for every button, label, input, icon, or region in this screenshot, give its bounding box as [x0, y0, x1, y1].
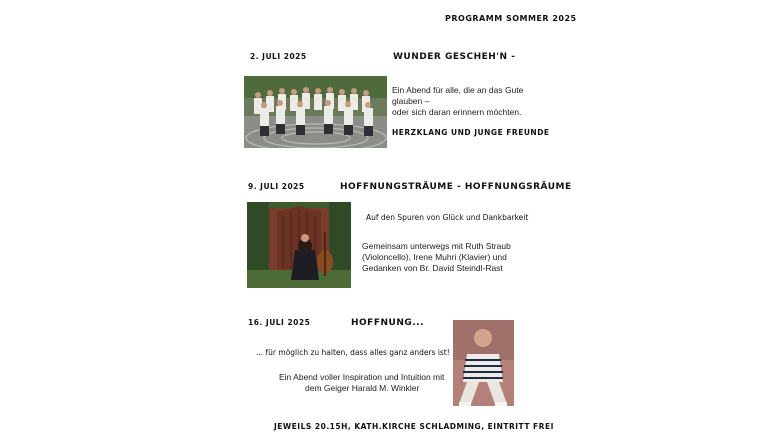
program-title: PROGRAMM SOMMER 2025: [445, 14, 577, 23]
event-1-performers: HERZKLANG UND JUNGE FREUNDE: [392, 128, 550, 137]
event-2-date: 9. JULI 2025: [248, 182, 305, 191]
event-1-description-line-3: oder sich daran erinnern möchten.: [392, 107, 522, 117]
event-3-subtitle: ... für möglich zu halten, dass alles ganz anders ist!: [256, 348, 450, 357]
footer-info: JEWEILS 20.15H, KATH.KIRCHE SCHLADMING, EINTRITT FREI: [274, 422, 554, 431]
event-1-description-line-2: glauben –: [392, 96, 430, 106]
event-1-description-line-1: Ein Abend für alle, die an das Gute: [392, 85, 524, 95]
event-1-date: 2. JULI 2025: [250, 52, 307, 61]
cellist-photo: [247, 202, 351, 288]
event-2-subtitle: Auf den Spuren von Glück und Dankbarkeit: [366, 213, 529, 222]
event-2-title: HOFFNUNGSTRÄUME - HOFFNUNGSRÄUME: [340, 182, 572, 192]
event-3-date: 16. JULI 2025: [248, 318, 311, 327]
choir-group-photo: [244, 76, 387, 148]
event-1-title: WUNDER GESCHEH'N -: [393, 52, 516, 62]
event-3-title: HOFFNUNG...: [351, 318, 424, 328]
event-2-description-line-2: (Violoncello), Irene Muhri (Klavier) und: [362, 252, 507, 262]
violinist-photo: [453, 320, 514, 406]
event-2-description-line-1: Gemeinsam unterwegs mit Ruth Straub: [362, 241, 511, 251]
event-3-description-line-2: dem Geiger Harald M. Winkler: [305, 383, 420, 393]
event-3-description-line-1: Ein Abend voller Inspiration und Intuition mit: [279, 372, 445, 382]
event-2-description-line-3: Gedanken von Br. David Steindl-Rast: [362, 263, 503, 273]
